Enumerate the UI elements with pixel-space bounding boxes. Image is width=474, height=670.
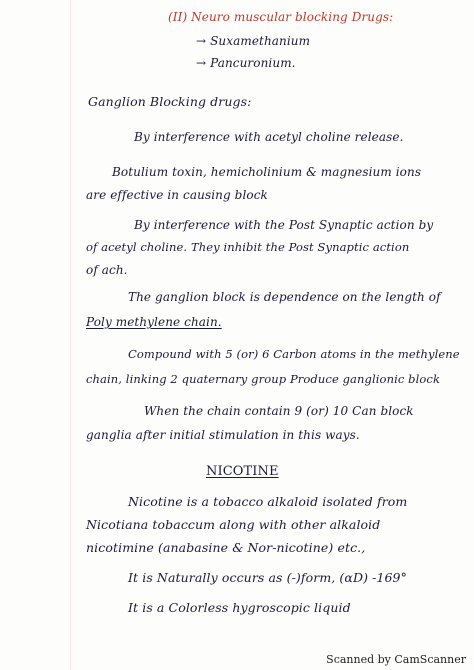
nicotine-line-5: It is a Colorless hygroscopic liquid — [128, 600, 351, 615]
para-1: By interference with acetyl choline release. — [134, 130, 404, 144]
para-4-line-1: The ganglion block is dependence on the length of — [128, 290, 441, 304]
nicotine-line-1: Nicotine is a tobacco alkaloid isolated from — [128, 494, 408, 509]
heading-neuromuscular: (II) Neuro muscular blocking Drugs: — [168, 10, 394, 24]
nicotine-line-4: It is Naturally occurs as (-)form, (αD) -169° — [128, 570, 407, 585]
para-3-line-2: of acetyl choline. They inhibit the Post Synaptic action — [86, 240, 410, 254]
margin-rule — [70, 0, 71, 670]
nicotine-line-3: nicotimine (anabasine & Nor-nicotine) etc., — [86, 540, 366, 555]
para-2-line-2: are effective in causing block — [86, 188, 268, 202]
para-5-line-1: Compound with 5 (or) 6 Carbon atoms in the methylene — [128, 347, 460, 361]
para-6-line-1: When the chain contain 9 (or) 10 Can block — [144, 404, 414, 418]
para-2-line-1: Botulium toxin, hemicholinium & magnesium ions — [112, 165, 422, 179]
scanner-watermark: Scanned by CamScanner — [326, 653, 466, 666]
bullet-pancuronium: → Pancuronium. — [196, 56, 296, 70]
bullet-suxamethanium: → Suxamethanium — [196, 34, 311, 48]
para-3-line-3: of ach. — [86, 263, 128, 277]
nicotine-title: NICOTINE — [206, 464, 279, 479]
section-title-ganglion: Ganglion Blocking drugs: — [88, 94, 252, 109]
para-5-line-2: chain, linking 2 quaternary group Produce ganglionic block — [86, 372, 441, 386]
nicotine-line-2: Nicotiana tobaccum along with other alkaloid — [86, 517, 381, 532]
para-4-line-2: Poly methylene chain. — [86, 315, 222, 329]
para-3-line-1: By interference with the Post Synaptic action by — [134, 218, 434, 232]
para-6-line-2: ganglia after initial stimulation in this ways. — [86, 428, 360, 442]
